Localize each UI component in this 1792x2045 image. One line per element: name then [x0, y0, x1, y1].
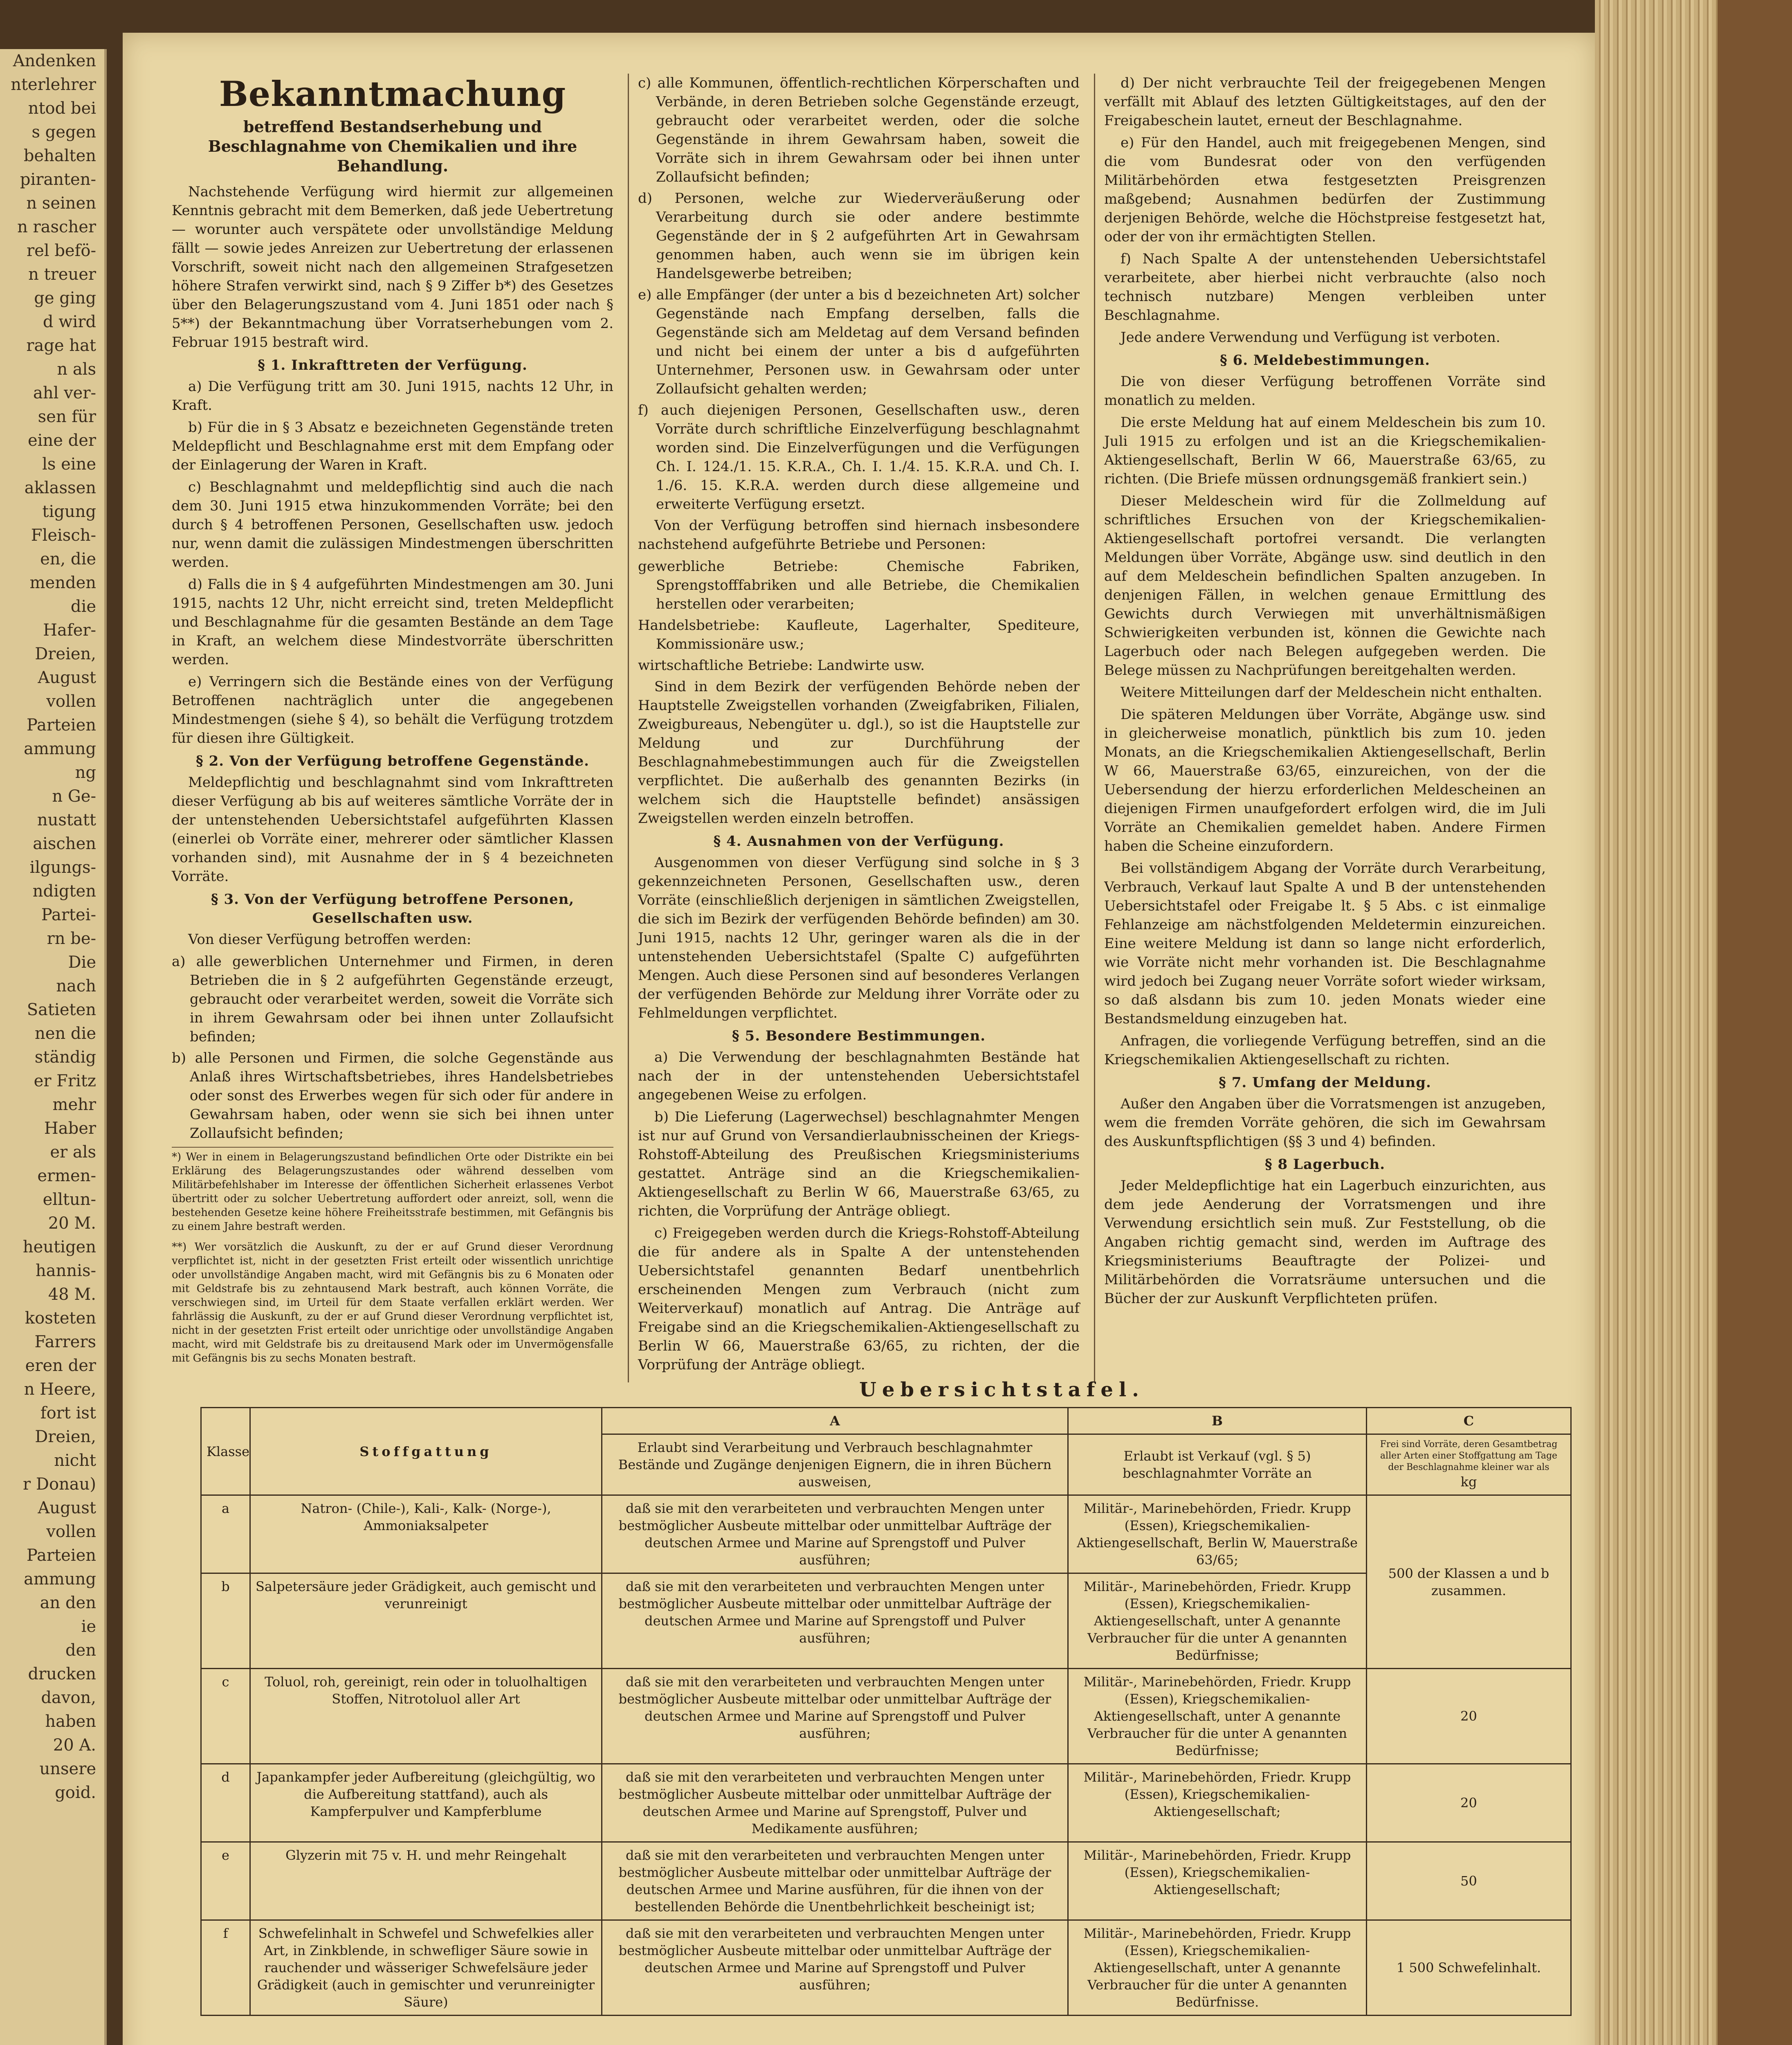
- left-fragment-line: drucken: [28, 1665, 96, 1683]
- left-fragment-line: ahl ver-: [33, 384, 96, 402]
- left-fragment-line: vollen: [46, 1522, 96, 1541]
- row-c: 20: [1367, 1669, 1571, 1764]
- left-fragment-line: ermen-: [37, 1166, 96, 1185]
- left-fragment-line: goid.: [55, 1783, 96, 1802]
- left-fragment-line: er Fritz: [34, 1072, 96, 1090]
- section-3-tail: Sind in dem Bezirk der verfügenden Behörde neben der Hauptstelle Zweigstellen vorhanden (Zweigfabriken, Filialen, Zweigbureaus, Nebengüter u. dgl.), so ist die Hauptstelle zur Meldung und zur Durchführung der Beschlagnahmebestimmungen auch für die Zweigstellen verpflichtet. Die außerhalb des genannten Bezirks (in welchem sich die Hauptstelle befindet) ansässigen Zweigstellen werden einzeln betroffen.: [638, 679, 1080, 827]
- row-c: 1 500 Schwefelinhalt.: [1367, 1920, 1571, 2016]
- left-fragment-line: Partei-: [41, 906, 96, 924]
- left-fragment-line: 20 M.: [48, 1214, 96, 1233]
- left-fragment-line: Andenken: [13, 52, 96, 70]
- row-klasse: a: [201, 1495, 250, 1573]
- intro-paragraph: Nachstehende Verfügung wird hiermit zur allgemeinen Kenntnis gebracht mit dem Bemerken, daß jede Uebertretung — worunter auch verspätete oder unvollständige Meldung fällt — sowie jedes Anreizen zur Uebertretung der erlassenen Vorschrift, soweit nicht nach den allgemeinen Strafgesetzen höhere Strafen verwirkt sind, nach § 9 Ziffer b*) des Gesetzes über den Belagerungszustand vom 4. Juni 1851 oder nach § 5**) der Bekanntmachung über Vorratserhebungen vom 2. Februar 1915 bestraft wird.: [172, 184, 613, 351]
- section-3-f: f) auch diejenigen Personen, Gesellschaften usw., deren Vorräte durch schriftliche Einzelverfügung beschlagnahmt worden sind. Die Einzelverfügungen und die Verfügungen Ch. I. 124./1. 15. K.R.A., Ch. I. 1./4. 15. K.R.A. und Ch. I. 1./6. 15. K.R.A. werden durch diese allgemeine und erweiterte Verfügung ersetzt.: [638, 402, 1080, 512]
- left-fragment-line: aklassen: [24, 479, 96, 497]
- left-fragment-line: piranten-: [20, 170, 96, 189]
- row-stoff: Natron- (Chile-), Kali-, Kalk- (Norge-), Ammoniaksalpeter: [250, 1495, 602, 1573]
- left-fragment-line: ls eine: [42, 455, 96, 474]
- row-b: Militär-, Marinebehörden, Friedr. Krupp (Essen), Kriegschemikalien-Aktiengesellschaft, unter A genannte Verbraucher für die unter A genannten Bedürfnisse.: [1068, 1920, 1367, 2016]
- left-fragment-line: den: [65, 1641, 96, 1660]
- column-3: [1104, 74, 1546, 1311]
- table-row: [201, 1842, 1571, 1920]
- left-fragment-line: ammung: [24, 739, 96, 758]
- section-1-c: c) Beschlagnahmt und meldepflichtig sind auch die nach dem 30. Juni 1915 etwa hinzukommenden Vorräte; bei den durch § 4 betroffenen Personen, Gesellschaften usw. jedoch nur, wenn damit die zulässigen Mindestmengen überschritten werden.: [172, 479, 613, 571]
- left-fragment-line: fort ist: [40, 1404, 96, 1423]
- row-a: daß sie mit den verarbeiteten und verbrauchten Mengen unter bestmöglicher Ausbeute mittelbar oder unmittelbar Aufträge der deutschen Armee und Marine auf Sprengstoff und Pulver ausführen;: [602, 1669, 1068, 1764]
- left-fragment-line: August: [38, 1499, 96, 1517]
- left-fragment-line: Dreien,: [35, 1427, 96, 1446]
- left-fragment-line: ge ging: [34, 289, 96, 308]
- section-5-c: c) Freigegeben werden durch die Kriegs-Rohstoff-Abteilung die für andere als in Spalte A der untenstehenden Uebersichtstafel genannten Bedarf unentbehrlich erscheinenden Mengen zum Verbrauch (nicht zum Weiterverkauf) monatlich auf Antrag. Die Anträge auf Freigabe sind an die Kriegschemikalien-Aktiengesellschaft zu Berlin W 66, Mauerstraße 63/65, zu richten, der die Vorprüfung der Anträge obliegt.: [638, 1225, 1080, 1373]
- left-fragment-line: hannis-: [36, 1261, 96, 1280]
- row-c: 50: [1367, 1842, 1571, 1920]
- header-c-text: Frei sind Vorräte, deren Gesamtbetrag aller Arten einer Stoffgattung am Tage der Beschlagnahme kleiner war als: [1380, 1439, 1558, 1472]
- section-3-title: § 3. Von der Verfügung betroffene Personen, Gesellschaften usw.: [211, 891, 575, 926]
- left-fragment-line: aischen: [33, 834, 96, 853]
- section-5-d: d) Der nicht verbrauchte Teil der freigegebenen Mengen verfällt mit Ablauf des letzten Gültigkeitstages, auf den der Freigabeschein lautet, erneut der Beschlagnahme.: [1104, 75, 1546, 129]
- header-c-cell: [1367, 1434, 1571, 1495]
- row-klasse: e: [201, 1842, 250, 1920]
- section-8-text: Jeder Meldepflichtige hat ein Lagerbuch einzurichten, aus dem jede Aenderung der Vorratsmengen und ihre Verwendung ersichtlich sein muß. Zur Feststellung, ob die Angaben richtig gemacht sind, werden im Auftrage des Kriegsministeriums Beauftragte der Polizei- und Militärbehörden die Vorratsräume untersuchen und die Bücher der zur Auskunft Verpflichteten prüfen.: [1104, 1178, 1546, 1307]
- left-fragment-line: kosteten: [25, 1309, 96, 1328]
- section-6-p2: Die erste Meldung hat auf einem Meldeschein bis zum 10. Juli 1915 zu erfolgen und ist an die Kriegschemikalien-Aktiengesellschaft, Berlin W 66, Mauerstraße 63/65, zu richten. (Die Briefe müssen ordnungsgemäß frankiert sein.): [1104, 414, 1546, 487]
- left-fragment-line: nustatt: [37, 811, 96, 829]
- header-a: A: [602, 1408, 1068, 1434]
- row-a: daß sie mit den verarbeiteten und verbrauchten Mengen unter bestmöglicher Ausbeute mittelbar oder unmittelbar Aufträge der deutschen Armee und Marine auf Sprengstoff und Pulver ausführen;: [602, 1573, 1068, 1669]
- left-fragment-line: nach: [56, 977, 96, 996]
- book-cover-edge: [1718, 0, 1792, 2045]
- left-fragment-line: s gegen: [31, 123, 96, 142]
- section-5-e: e) Für den Handel, auch mit freigegebenen Mengen, sind die vom Bundesrat oder von den verfügenden Militärbehörden etwa festgesetzten Preisgrenzen maßgebend; Ausnahmen bedürfen der Zustimmung derjenigen Behörde, welche die Höchstpreise festgesetzt hat, oder der von ihr ermächtigten Stellen.: [1104, 135, 1546, 245]
- left-fragment-line: n Ge-: [52, 787, 96, 806]
- left-fragment-line: eine der: [27, 431, 96, 450]
- row-b: Militär-, Marinebehörden, Friedr. Krupp (Essen), Kriegschemikalien-Aktiengesellschaft, unter A genannte Verbraucher für die unter A genannten Bedürfnisse;: [1068, 1669, 1367, 1764]
- row-stoff: Schwefelinhalt in Schwefel und Schwefelkies aller Art, in Zinkblende, in schwefliger Säure sowie in rauchender und wässeriger Schwefelsäure jeder Grädigkeit (auch in gemischter und verunreinigter Säure): [250, 1920, 602, 2016]
- left-fragment-line: menden: [29, 573, 96, 592]
- left-fragment-line: nen die: [35, 1024, 96, 1043]
- left-fragment-line: ammung: [24, 1570, 96, 1589]
- left-fragment-line: n treuer: [28, 265, 96, 284]
- table-row: [201, 1495, 1571, 1573]
- left-fragment-line: ndigten: [32, 882, 96, 901]
- row-b: Militär-, Marinebehörden, Friedr. Krupp (Essen), Kriegschemikalien-Aktiengesellschaft, Berlin W, Mauerstraße 63/65;: [1068, 1495, 1367, 1573]
- table-row: [201, 1573, 1571, 1669]
- left-fragment-line: Parteien: [26, 716, 96, 735]
- left-fragment-line: d wird: [43, 312, 96, 331]
- header-b: B: [1068, 1408, 1367, 1434]
- section-3-b: b) alle Personen und Firmen, die solche Gegenstände aus Anlaß ihres Wirtschaftsbetriebes, ihres Handelsbetriebes oder sonst des Erwerbes wegen für sich oder für andere in Gewahrsam haben, oder wenn sie sich bei ihnen unter Zollaufsicht befinden;: [172, 1050, 613, 1142]
- section-1-d: d) Falls die in § 4 aufgeführten Mindestmengen am 30. Juni 1915, nachts 12 Uhr, nicht erreicht sind, treten Meldepflicht und Beschlagnahme für die gesamten Bestände an dem Tage in Kraft, an welchem diese Mindestvorräte überschritten werden.: [172, 576, 613, 668]
- left-fragment-line: Dreien,: [35, 645, 96, 663]
- footnote-1: *) Wer in einem in Belagerungszustand befindlichen Orte oder Distrikte ein bei Erklärung des Belagerungszustandes oder während desselben vom Militärbefehlshaber im Interesse der öffentlichen Sicherheit erlassenes Verbot übertritt oder zu solcher Uebertretung auffordert oder anreizt, soll, wenn die bestehenden Gesetze keine höhere Freiheitsstrafe bestimmen, mit Gefängnis bis zu einem Jahre bestraft werden.: [172, 1147, 613, 1234]
- left-fragment-line: Die: [68, 953, 96, 972]
- section-1-title: § 1. Inkrafttreten der Verfügung.: [258, 357, 528, 373]
- left-fragment-line: tigung: [42, 502, 96, 521]
- section-5-title: § 5. Besondere Bestimmungen.: [732, 1028, 986, 1044]
- row-stoff: Glyzerin mit 75 v. H. und mehr Reingehalt: [250, 1842, 602, 1920]
- table-row: [201, 1920, 1571, 2016]
- left-fragment-line: er als: [50, 1143, 96, 1162]
- header-b-text: Erlaubt ist Verkauf (vgl. § 5) beschlagnahmter Vorräte an: [1068, 1434, 1367, 1495]
- left-fragment-line: sen für: [38, 407, 96, 426]
- overview-table: [200, 1407, 1572, 2016]
- left-fragment-line: r Donau): [23, 1475, 96, 1494]
- section-1-b: b) Für die in § 3 Absatz e bezeichneten Gegenstände treten Meldepflicht und Beschlagnahme erst mit dem Empfang oder der Einlagerung der Waren in Kraft.: [172, 419, 613, 473]
- left-fragment-line: heutigen: [22, 1238, 96, 1256]
- left-fragment-line: Haber: [44, 1119, 96, 1138]
- section-3-group-1: gewerbliche Betriebe: Chemische Fabriken, Sprengstofffabriken und alle Betriebe, die Chemikalien herstellen oder verarbeiten;: [638, 558, 1080, 612]
- left-fragment-line: n als: [57, 360, 96, 379]
- left-fragment-line: 48 M.: [48, 1285, 96, 1304]
- section-3-e: e) alle Empfänger (der unter a bis d bezeichneten Art) solcher Gegenstände nach Empfang derselben, falls die Gegenstände sich am Meldetag auf dem Versand befinden und nicht bei einem der unter a bis d aufgeführten Unternehmer, Personen usw. in Gewahrsam oder unter Zollaufsicht gehalten werden;: [638, 287, 1080, 397]
- header-a-text: Erlaubt sind Verarbeitung und Verbrauch beschlagnahmter Bestände und Zugänge denjenigen Eignern, die in ihren Büchern ausweisen,: [602, 1434, 1068, 1495]
- section-6-title: § 6. Meldebestimmungen.: [1219, 352, 1430, 369]
- left-fragment-line: ie: [81, 1617, 96, 1636]
- left-fragment-line: Satieten: [27, 1000, 96, 1019]
- section-6-p5: Die späteren Meldungen über Vorräte, Abgänge usw. sind in gleicherweise monatlich, pünktlich bis zum 10. jeden Monats, an die Kriegschemikalien Aktiengesellschaft, Berlin W 66, Mauerstraße 63/65, einzureichen, von der die Uebersendung der hierzu erforderlichen Meldescheinen an diejenigen Firmen unaufgefordert erfolgen wird, die im Juli Vorräte an Chemikalien gemeldet haben. Andere Firmen haben die Scheine einzufordern.: [1104, 706, 1546, 854]
- section-7-title: § 7. Umfang der Meldung.: [1219, 1074, 1431, 1091]
- section-3-d: d) Personen, welche zur Wiederveräußerung oder Verarbeitung durch sie oder andere bestimmte Gegenstände der in § 2 aufgeführten Art in Gewahrsam genommen haben, auch wenn sie im übrigen kein Handelsgewerbe betreiben;: [638, 190, 1080, 282]
- section-6-p3: Dieser Meldeschein wird für die Zollmeldung auf schriftliches Ersuchen von der Kriegschemikalien-Aktiengesellschaft portofrei versandt. Die verlangten Meldungen über Vorräte, Abgänge usw. sind deutlich in den auf dem Meldeschein befindlichen Spalten anzugeben. In denjenigen Fällen, in welchen genaue Ermittlung des Gewichts durch Verwiegen mit unverhältnismäßigen Schwierigkeiten verbunden ist, können die Gewichte nach Lagerbuch oder nach Belegen aufgegeben werden. Die Belege müssen zu Nachprüfungen bereitgehalten werden.: [1104, 493, 1546, 679]
- left-fragment-line: 20 A.: [53, 1736, 96, 1755]
- left-fragment-line: mehr: [52, 1095, 96, 1114]
- section-3-c: c) alle Kommunen, öffentlich-rechtlichen Körperschaften und Verbände, in deren Betrieben solche Gegenstände erzeugt, gebraucht oder verarbeitet werden, oder die solche Gegenstände in ihrem Gewahrsam haben, soweit die Vorräte sich in ihrem Gewahrsam oder bei ihnen unter Zollaufsicht befinden;: [638, 75, 1080, 185]
- left-fragment-line: ständig: [34, 1048, 96, 1067]
- footnote-2: **) Wer vorsätzlich die Auskunft, zu der er auf Grund dieser Verordnung verpflichtet ist, nicht in der gesetzten Frist erteilt oder wissentlich unrichtige oder unvollständige Angaben macht, wird mit Gefängnis bis zu 6 Monaten oder mit Geldstrafe bis zu zehntausend Mark bestraft, auch können Vorräte, die verschwiegen sind, im Urteil für dem Staate verfallen erklärt werden. Wer fahrlässig die Auskunft, zu der er auf Grund dieser Verordnung verpflichtet ist, nicht in der gesetzten Frist erteilt oder unrichtige oder unvollständige Angaben macht, wird mit Geldstrafe bis zu dreitausend Mark oder im Unvermögensfalle mit Gefängnis bis zu sechs Monaten bestraft.: [172, 1241, 613, 1364]
- left-fragment-line: an den: [40, 1593, 96, 1612]
- left-fragment-line: nterlehrer: [11, 75, 96, 94]
- left-page-fragment: [0, 49, 107, 2045]
- overview-table-title: Uebersichtstafel.: [859, 1378, 1145, 1401]
- left-fragment-line: haben: [45, 1712, 96, 1731]
- row-klasse: c: [201, 1669, 250, 1764]
- row-klasse: d: [201, 1764, 250, 1842]
- row-a: daß sie mit den verarbeiteten und verbrauchten Mengen unter bestmöglicher Ausbeute mittelbar oder unmittelbar Aufträge der deutschen Armee und Marine auf Sprengstoff, Pulver und Medikamente ausführen;: [602, 1764, 1068, 1842]
- row-klasse: f: [201, 1920, 250, 2016]
- section-5-a: a) Die Verwendung der beschlagnahmten Bestände hat nach der in der untenstehenden Uebersichtstafel angegebenen Weise zu erfolgen.: [638, 1049, 1080, 1103]
- row-b: Militär-, Marinebehörden, Friedr. Krupp (Essen), Kriegschemikalien-Aktiengesellschaft, unter A genannte Verbraucher für die unter A genannten Bedürfnisse;: [1068, 1573, 1367, 1669]
- section-5-f: f) Nach Spalte A der untenstehenden Uebersichtstafel verarbeitete, aber hierbei nicht verbrauchte (also noch technisch nutzbare) Mengen verbleiben unter Beschlagnahme.: [1104, 251, 1546, 324]
- row-b: Militär-, Marinebehörden, Friedr. Krupp (Essen), Kriegschemikalien-Aktiengesellschaft;: [1068, 1842, 1367, 1920]
- section-2-title: § 2. Von der Verfügung betroffene Gegenstände.: [196, 753, 589, 769]
- left-fragment-line: August: [38, 668, 96, 687]
- left-fragment-line: nicht: [54, 1451, 96, 1470]
- column-rule-2: [1094, 74, 1095, 1382]
- section-1-a: a) Die Verfügung tritt am 30. Juni 1915, nachts 12 Uhr, in Kraft.: [172, 378, 613, 413]
- left-fragment-line: n seinen: [26, 194, 96, 213]
- column-2: [638, 74, 1080, 1378]
- column-rule-1: [628, 74, 629, 1382]
- section-1-e: e) Verringern sich die Bestände eines von der Verfügung Betroffenen nachträglich unter die angegebenen Mindestmengen (siehe § 4), so behält die Verfügung trotzdem für diesen ihre Gültigkeit.: [172, 674, 613, 746]
- left-fragment-line: Parteien: [26, 1546, 96, 1565]
- left-fragment-line: ng: [75, 763, 96, 782]
- section-3-intro: Von dieser Verfügung betroffen werden:: [188, 931, 472, 948]
- left-fragment-line: rn be-: [47, 929, 96, 948]
- table-row: [201, 1669, 1571, 1764]
- row-stoff: Salpetersäure jeder Grädigkeit, auch gemischt und verunreinigt: [250, 1573, 602, 1669]
- left-fragment-line: rage hat: [26, 336, 96, 355]
- left-fragment-line: ntod bei: [28, 99, 96, 118]
- section-6-p1: Die von dieser Verfügung betroffenen Vorräte sind monatlich zu melden.: [1104, 373, 1546, 409]
- left-fragment-line: ilgungs-: [29, 858, 96, 877]
- row-stoff: Japankampfer jeder Aufbereitung (gleichgültig, wo die Aufbereitung stattfand), auch als Kampferpulver und Kampferblume: [250, 1764, 602, 1842]
- left-fragment-line: Hafer-: [43, 621, 96, 640]
- header-c-unit: kg: [1460, 1474, 1477, 1490]
- section-8-title: § 8 Lagerbuch.: [1264, 1156, 1386, 1173]
- section-3-group-3: wirtschaftliche Betriebe: Landwirte usw.: [638, 657, 925, 674]
- section-6-p4: Weitere Mitteilungen darf der Meldeschein nicht enthalten.: [1121, 684, 1543, 701]
- section-5-g: Jede andere Verwendung und Verfügung ist verboten.: [1121, 329, 1500, 346]
- section-3-after: Von der Verfügung betroffen sind hiernach insbesondere nachstehend aufgeführte Betriebe und Personen:: [638, 517, 1080, 553]
- left-fragment-line: eren der: [25, 1356, 96, 1375]
- left-fragment-line: behalten: [23, 146, 96, 165]
- section-6-p6: Bei vollständigem Abgang der Vorräte durch Verarbeitung, Verbrauch, Verkauf laut Spalte A und B der untenstehenden Uebersichtstafel oder Freigabe lt. § 5 Abs. c ist einmalige Fehlanzeige am nächstfolgenden Meldetermin einzureichen. Eine weitere Meldung ist dann so lange nicht erforderlich, wie Vorräte nicht mehr vorhanden ist. Die Beschlagnahme wird jedoch bei Zugang neuer Vorräte sofort wieder wirksam, so daß alsdann bis zum 10. jeden Monats wieder eine Bestandsmeldung einzugeben hat.: [1104, 860, 1546, 1027]
- section-2-text: Meldepflichtig und beschlagnahmt sind vom Inkrafttreten dieser Verfügung ab bis auf weiteres sämtliche Vorräte der in der untenstehenden Uebersichtstafel aufgeführten Klassen (einerlei ob Vorräte einer, mehrerer oder sämtlicher Klassen vorhanden sind), mit Ausnahme der in § 4 bezeichneten Vorräte.: [172, 774, 613, 885]
- left-fragment-line: elltun-: [43, 1190, 96, 1209]
- table-row: [201, 1764, 1571, 1842]
- section-3-a: a) alle gewerblichen Unternehmer und Firmen, in deren Betrieben die in § 2 aufgeführten Gegenstände erzeugt, gebraucht oder verarbeitet werden, soweit die Vorräte sich in ihrem Gewahrsam oder bei ihnen unter Zollaufsicht befinden;: [172, 953, 613, 1045]
- row-a: daß sie mit den verarbeiteten und verbrauchten Mengen unter bestmöglicher Ausbeute mittelbar oder unmittelbar Aufträge der deutschen Armee und Marine auf Sprengstoff und Pulver ausführen;: [602, 1920, 1068, 2016]
- column-1: [172, 74, 613, 1365]
- header-klasse: Klasse: [201, 1408, 250, 1495]
- section-3-group-2: Handelsbetriebe: Kaufleute, Lagerhalter, Spediteure, Kommissionäre usw.;: [638, 617, 1080, 652]
- header-stoffgattung: Stoffgattung: [250, 1408, 602, 1495]
- left-fragment-line: die: [70, 597, 96, 616]
- row-klasse: b: [201, 1573, 250, 1669]
- row-stoff: Toluol, roh, gereinigt, rein oder in toluolhaltigen Stoffen, Nitrotoluol aller Art: [250, 1669, 602, 1764]
- section-7-text: Außer den Angaben über die Vorratsmengen ist anzugeben, wem die fremden Vorräte gehören, die sich im Gewahrsam des Auskunftspflichtigen (§§ 3 und 4) befinden.: [1104, 1096, 1546, 1150]
- announcement-subtitle: betreffend Bestandserhebung und Beschlagnahme von Chemikalien und ihre Behandlung.: [208, 117, 577, 175]
- left-fragment-line: Farrers: [34, 1333, 96, 1351]
- row-a: daß sie mit den verarbeiteten und verbrauchten Mengen unter bestmöglicher Ausbeute mittelbar oder unmittelbar Aufträge der deutschen Armee und Marine auf Sprengstoff und Pulver ausführen;: [602, 1495, 1068, 1573]
- left-fragment-line: n Heere,: [24, 1380, 96, 1399]
- left-fragment-line: unsere: [39, 1760, 96, 1778]
- section-5-b: b) Die Lieferung (Lagerwechsel) beschlagnahmter Mengen ist nur auf Grund von Versandierlaubnisscheinen der Kriegs-Rohstoff-Abteilung des Preußischen Kriegsministeriums gestattet. Anträge sind an die Kriegschemikalien-Aktiengesellschaft zu Berlin W 66, Mauerstraße 63/65, zu richten, die Vorprüfung der Anträge obliegt.: [638, 1109, 1080, 1219]
- left-fragment-line: vollen: [46, 692, 96, 711]
- left-fragment-line: n rascher: [17, 218, 96, 236]
- section-4-title: § 4. Ausnahmen von der Verfügung.: [713, 833, 1004, 849]
- announcement-title: Bekanntmachung: [219, 74, 566, 114]
- section-4-text: Ausgenommen von dieser Verfügung sind solche in § 3 gekennzeichneten Personen, Gesellschaften usw., deren Vorräte (einschließlich derjenigen in sämtlichen Zweigstellen, die sich im Bezirk der verfügenden Behörde befinden) am 30. Juni 1915, nachts 12 Uhr, geringer waren als die in der untenstehenden Uebersichtstafel (Spalte C) aufgeführten Mengen. Auch diese Personen sind auf besonderes Verlangen der verfügenden Behörde zur Meldung ihrer Vorräte oder zu Fehlmeldungen verpflichtet.: [638, 854, 1080, 1021]
- left-fragment-line: rel befö-: [27, 241, 96, 260]
- left-fragment-line: davon,: [41, 1688, 96, 1707]
- left-fragment-line: Fleisch-: [31, 526, 96, 545]
- row-c: 20: [1367, 1764, 1571, 1842]
- row-a: daß sie mit den verarbeiteten und verbrauchten Mengen unter bestmöglicher Ausbeute mittelbar oder unmittelbar Aufträge der deutschen Armee und Marine ausführen, für die ihnen von der bestellenden Behörde die Unentbehrlichkeit bescheinigt ist;: [602, 1842, 1068, 1920]
- row-c: 500 der Klassen a und b zusammen.: [1367, 1495, 1571, 1669]
- left-fragment-line: en, die: [40, 550, 96, 569]
- section-6-p7: Anfragen, die vorliegende Verfügung betreffen, sind an die Kriegschemikalien Aktiengesellschaft zu richten.: [1104, 1033, 1546, 1068]
- row-b: Militär-, Marinebehörden, Friedr. Krupp (Essen), Kriegschemikalien-Aktiengesellschaft;: [1068, 1764, 1367, 1842]
- header-c: C: [1367, 1408, 1571, 1434]
